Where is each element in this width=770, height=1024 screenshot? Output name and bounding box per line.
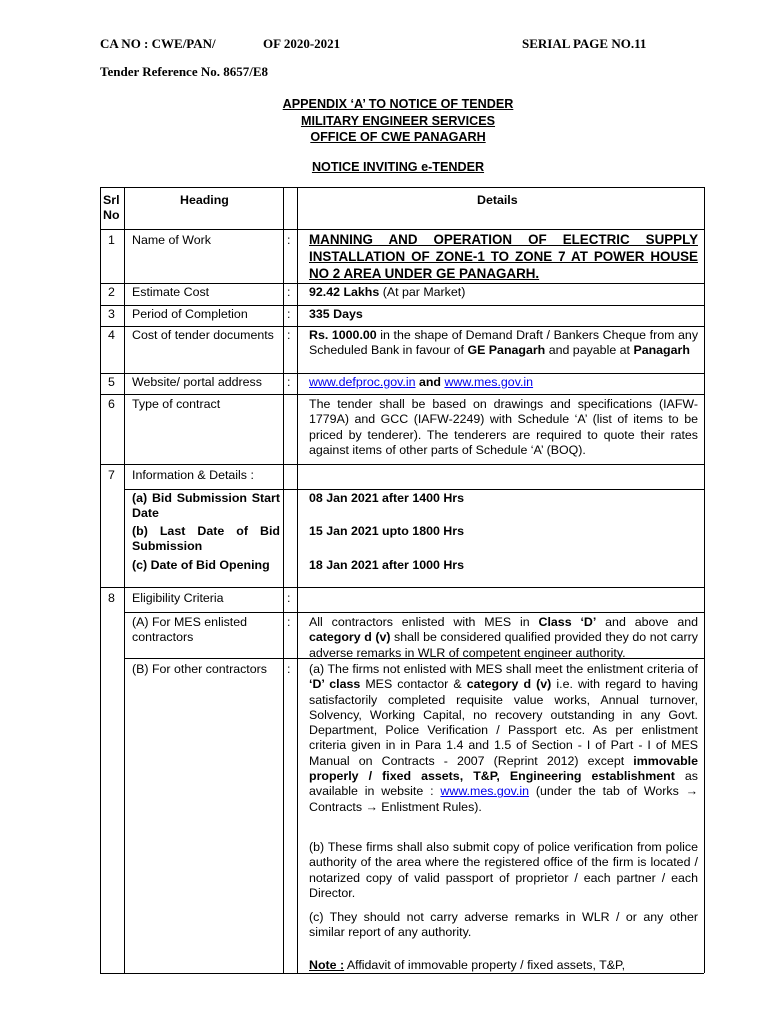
row5-colon: : (287, 375, 291, 389)
row7-heading: Information & Details : (132, 468, 254, 482)
bid-start-value: 08 Jan 2021 after 1400 Hrs (309, 491, 464, 505)
row8a-colon: : (287, 615, 291, 629)
note-text: Affidavit of immovable property / fixed assets, T&P, (344, 958, 626, 972)
row4-heading: Cost of tender documents (132, 328, 274, 342)
r8b-category: category d (v) (466, 677, 552, 692)
ca-number: CA NO : CWE/PAN/ (100, 36, 216, 51)
r8b-a5: (under the tab of Works → Contracts → Enlistment Rules). (309, 784, 699, 814)
note-label: Note : (309, 958, 345, 972)
row3-heading: Period of Completion (132, 307, 248, 321)
row8-srl: 8 (108, 591, 115, 605)
r8a-category: category d (v) (309, 630, 391, 645)
note-para (309, 958, 698, 973)
row6-srl: 6 (108, 397, 115, 411)
r8a-class: Class ‘D’ (538, 615, 597, 629)
row1-colon: : (287, 233, 291, 247)
estimate-amount: 92.42 Lakhs (309, 285, 380, 299)
row4-details (309, 328, 698, 359)
row3-details: 335 Days (309, 307, 363, 321)
mes-enlistment-link[interactable]: www.mes.gov.in (440, 784, 530, 799)
row3-srl: 3 (108, 307, 115, 321)
col-srl: Srl No (103, 193, 120, 223)
r8b-a2: MES contactor & (360, 677, 467, 692)
row2-heading: Estimate Cost (132, 285, 210, 299)
bid-opening-label: (c) Date of Bid Opening (132, 558, 270, 572)
row7-srl: 7 (108, 468, 115, 482)
r8b-a4: as available in website : (309, 769, 699, 799)
row6-details: The tender shall be based on drawings and specifications (IAFW-1779A) and GCC (IAFW-2249) with Schedule ‘A’ (list of items to be priced by tenderer). The tenderers are required to quote their rates against items of other parts of Schedule ‘A’ (BOQ). (309, 397, 698, 457)
other-contractors-label: (B) For other contractors (132, 662, 267, 676)
org-title: MILITARY ENGINEER SERVICES (300, 114, 496, 128)
col-heading: Heading (180, 193, 229, 207)
row4-text1: in the shape of Demand Draft / Bankers Cheque from any Scheduled Bank in favour of (309, 328, 699, 358)
bid-last-label: (b) Last Date of Bid Submission (132, 524, 280, 554)
mes-enlisted-label: (A) For MES enlisted contractors (132, 615, 247, 645)
r8a-t1: All contractors enlisted with MES in (309, 615, 539, 629)
row3-colon: : (287, 307, 291, 321)
bid-opening-value: 18 Jan 2021 after 1000 Hrs (309, 558, 464, 572)
row2-srl: 2 (108, 285, 115, 299)
other-contractors-para-b: (b) These firms shall also submit copy of police verification from police authority of the area where the registered office of the firm is located / notarized copy of valid passport of proprietor / each partner / each Director. (309, 840, 698, 900)
row8b-colon: : (287, 662, 291, 676)
r8b-assets: immovable properly / fixed assets, T&P, Engineering establishment (309, 753, 698, 784)
bid-start-label: (a) Bid Submission Start Date (132, 491, 280, 521)
row2-colon: : (287, 285, 291, 299)
r8a-t2: and above and (596, 615, 699, 629)
row5-srl: 5 (108, 375, 115, 389)
bid-last-value: 15 Jan 2021 upto 1800 Hrs (309, 524, 464, 538)
row8-colon: : (287, 591, 291, 605)
office-title: OFFICE OF CWE PANAGARH (310, 130, 486, 144)
row8-heading: Eligibility Criteria (132, 591, 224, 605)
link-conjunction: and (415, 375, 445, 389)
r8b-class: ‘D’ class (309, 677, 361, 692)
row1-srl: 1 (108, 233, 115, 247)
defproc-link[interactable]: www.defproc.gov.in (309, 375, 416, 389)
appendix-title: APPENDIX ‘A’ TO NOTICE OF TENDER (282, 97, 514, 111)
row5-heading: Website/ portal address (132, 375, 262, 389)
mes-enlisted-details (309, 615, 698, 661)
r8a-t3: shall be considered qualified provided they do not carry adverse remarks in WLR of competent engineer authority. (309, 630, 699, 660)
r8b-a3: i.e. with regard to having satisfactorily completed requisite value works, Annual turnover, Solvency, Working Capital, no recovery outstanding in any Govt. Department, Police Verification / Passport etc. As per enlistment criteria given in in Para 1.4 and 1.5 of Section - I of Part - I of MES Manual on Contracts - 2007 (Reprint 2012) except (309, 677, 698, 768)
payable-place: Panagarh (633, 343, 690, 358)
notice-title: NOTICE INVITING e-TENDER (311, 160, 485, 174)
r8b-a1: (a) The firms not enlisted with MES shall meet the enlistment criteria of (309, 662, 698, 676)
row1-details: MANNING AND OPERATION OF ELECTRIC SUPPLY INSTALLATION OF ZONE-1 TO ZONE 7 AT POWER HOUSE NO 2 AREA UNDER GE PANAGARH. (309, 232, 698, 281)
other-contractors-para-c: (c) They should not carry adverse remarks in WLR / or any other similar report of any authority. (309, 910, 698, 940)
other-contractors-para-a (309, 662, 698, 815)
ca-year: OF 2020-2021 (263, 36, 341, 51)
mes-link[interactable]: www.mes.gov.in (444, 375, 534, 389)
estimate-note: (At par Market) (379, 285, 466, 299)
row4-text2: and payable at (545, 343, 634, 358)
payee: GE Panagarh (467, 343, 546, 358)
row2-details (309, 285, 465, 300)
row4-srl: 4 (108, 328, 115, 342)
col-details: Details (477, 193, 518, 207)
row5-details (309, 375, 533, 390)
row6-heading: Type of contract (132, 397, 221, 411)
row1-heading: Name of Work (132, 233, 211, 247)
tender-reference: Tender Reference No. 8657/E8 (100, 64, 269, 79)
tender-doc-cost: Rs. 1000.00 (309, 328, 377, 342)
serial-page: SERIAL PAGE NO.11 (522, 36, 647, 51)
row4-colon: : (287, 328, 291, 342)
